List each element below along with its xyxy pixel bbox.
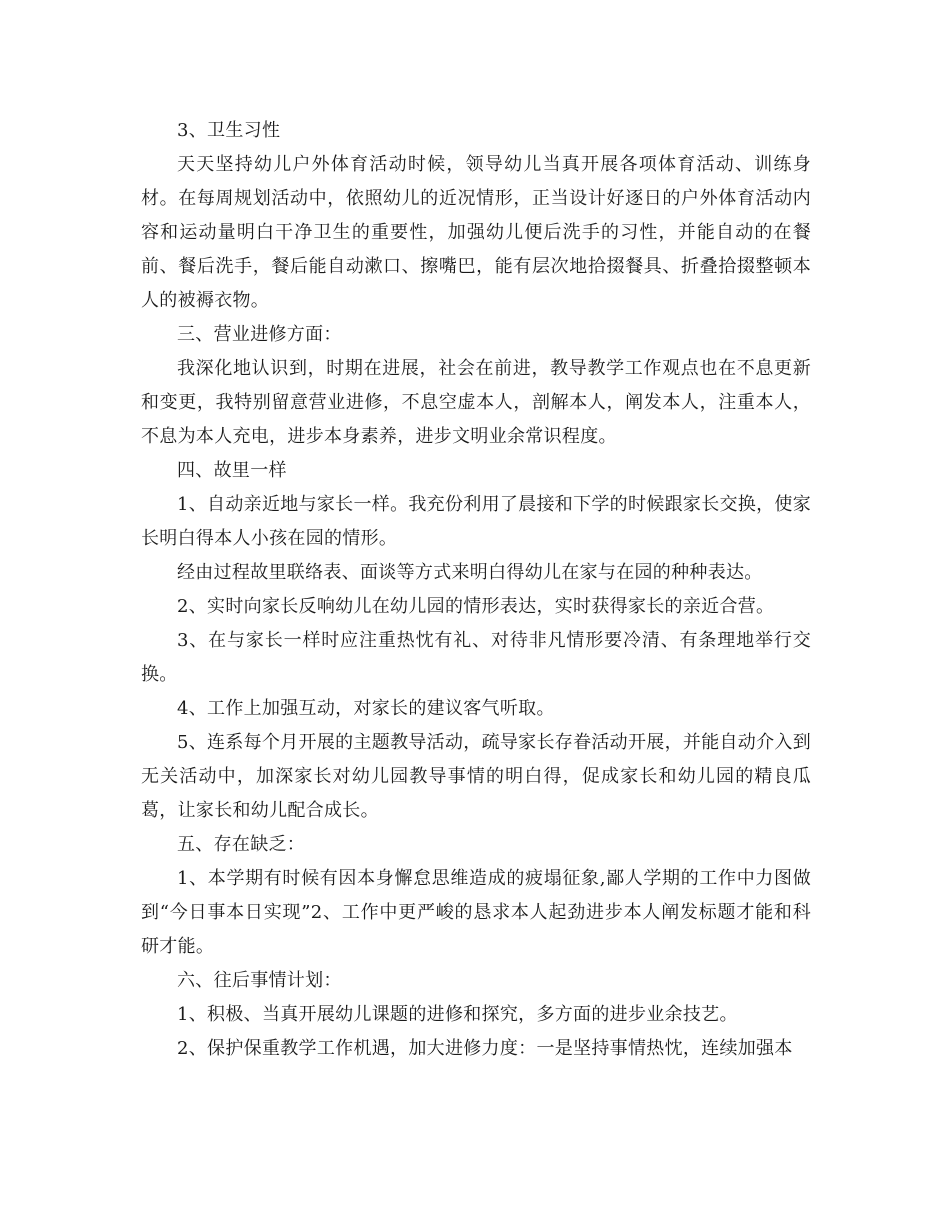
body-paragraph: 天天坚持幼儿户外体育活动时候，领导幼儿当真开展各项体育活动、训练身材。在每周规划活动中，依照幼儿的近况情形，正当设计好逐日的户外体育活动内容和运动量明白干净卫生的重要性，加强幼儿便后洗手的习性，并能自动的在餐前、餐后洗手，餐后能自动漱口、擦嘴巴，能有层次地拾掇餐具、折叠拾掇整顿本人的被褥衣物。	[141, 154, 811, 311]
section-heading: 3、卫生习性	[177, 120, 281, 141]
body-paragraph: 经由过程故里联络表、面谈等方式来明白得幼儿在家与在园的种种表达。	[177, 562, 763, 583]
body-paragraph: 1、自动亲近地与家长一样。我充份利用了晨接和下学的时候跟家长交换，使家长明白得本人小孩在园的情形。	[141, 494, 811, 549]
document-body	[141, 114, 811, 1066]
section-heading: 五、存在缺乏：	[177, 834, 306, 855]
section-heading: 三、营业进修方面：	[177, 324, 342, 345]
body-paragraph: 2、保护保重教学工作机遇，加大进修力度：一是坚持事情热忱，连续加强本	[177, 1038, 793, 1059]
body-paragraph: 4、工作上加强互动，对家长的建议客气听取。	[177, 698, 555, 719]
body-paragraph: 2、实时向家长反响幼儿在幼儿园的情形表达，实时获得家长的亲近合营。	[177, 596, 775, 617]
body-paragraph: 3、在与家长一样时应注重热忱有礼、对待非凡情形要冷清、有条理地举行交换。	[141, 630, 811, 685]
body-paragraph: 1、积极、当真开展幼儿课题的进修和探究，多方面的进步业余技艺。	[177, 1004, 738, 1025]
body-paragraph: 5、连系每个月开展的主题教导活动，疏导家长存眷活动开展，并能自动介入到无关活动中，加深家长对幼儿园教导事情的明白得，促成家长和幼儿园的精良瓜葛，让家长和幼儿配合成长。	[141, 732, 811, 821]
body-paragraph: 1、本学期有时候有因本身懈怠思维造成的疲塌征象,鄙人学期的工作中力图做到“今日事本日实现”2、工作中更严峻的恳求本人起劲进步本人阐发标题才能和科研才能。	[141, 868, 811, 957]
body-paragraph: 我深化地认识到，时期在进展，社会在前进，教导教学工作观点也在不息更新和变更，我特别留意营业进修，不息空虚本人，剖解本人，阐发本人，注重本人，不息为本人充电，进步本身素养，进步文明业余常识程度。	[141, 358, 811, 447]
section-heading: 六、往后事情计划：	[177, 970, 342, 991]
section-heading: 四、故里一样	[177, 460, 287, 481]
